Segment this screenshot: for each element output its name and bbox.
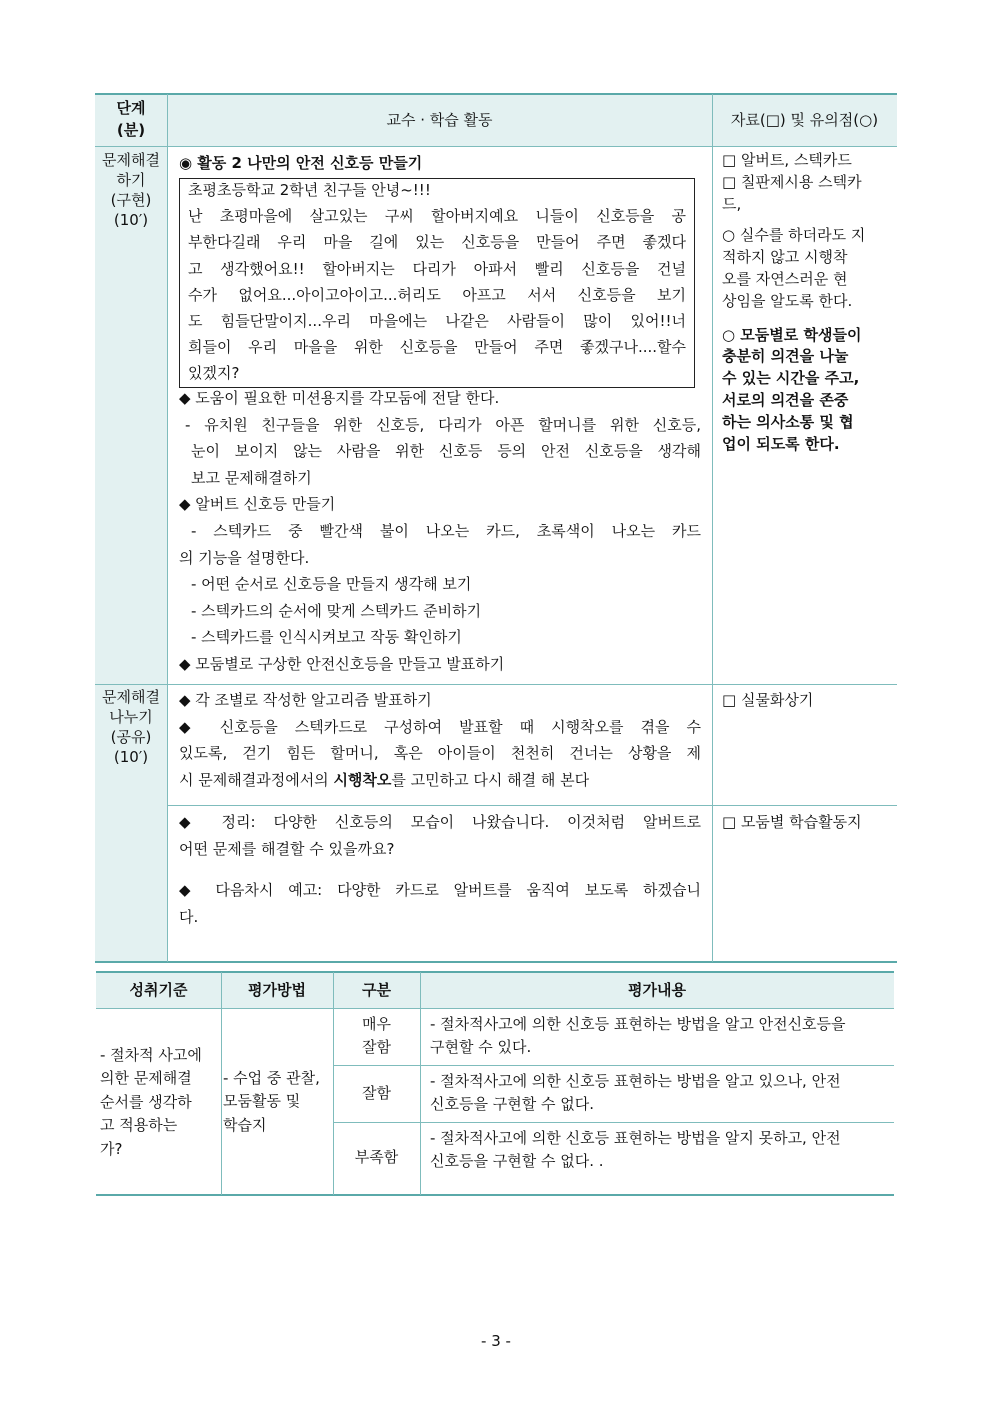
subrow-divider [167, 805, 897, 806]
preview-line: ◆ 다음차시 예고: 다양한 카드로 알버트를 움직여 보도록 하겠습니 [179, 881, 701, 899]
activity-line: ◆ 도움이 필요한 미션용지를 각모둠에 전달 한다. [179, 389, 500, 407]
stage-line: (공유) [110, 728, 152, 746]
eval-header-text: 평가방법 [248, 981, 306, 999]
method-line: 학습지 [223, 1115, 267, 1134]
stage-line: 하기 [116, 171, 146, 189]
letter-line: 있겠지? [188, 364, 240, 383]
criterion-line: 순서를 생각하 [100, 1092, 192, 1111]
eval-col-1 [221, 972, 222, 1195]
material-line [722, 215, 890, 225]
row2-stage [95, 687, 167, 767]
level-line: 부족함 [354, 1148, 399, 1166]
activity-line: - 어떤 순서로 신호등을 만들지 생각해 보기 [191, 575, 472, 594]
criterion-line: 가? [100, 1139, 123, 1158]
letter-line: 난 초평마을에 살고있는 구씨 할아버지예요 니들이 신호등을 공 [188, 207, 686, 226]
summary-line: 어떤 문제를 해결할 수 있을까요? [179, 840, 395, 858]
page-number: - 3 - [481, 1332, 511, 1350]
eval-criterion [100, 1044, 220, 1161]
eval-method [223, 1067, 333, 1137]
row1-stage [95, 150, 167, 230]
material-line: 하는 의사소통 및 협 [722, 412, 854, 431]
eval-bottom-border [96, 1194, 894, 1196]
activity-line: 있도록, 걷기 힘든 할머니, 혹은 아이들이 천천히 건너는 상황을 제 [179, 744, 701, 763]
criterion-line: 고 적용하는 [100, 1116, 178, 1135]
material-line: ○ 실수를 하더라도 지 [722, 226, 866, 245]
header-materials [712, 107, 897, 134]
eval-header-content [420, 977, 894, 1004]
activity-line: ◆ 알버트 신호등 만들기 [179, 495, 336, 514]
letter-line: 초평초등학교 2학년 친구들 안녕~!!! [188, 181, 431, 199]
eval-content-good [430, 1070, 890, 1116]
letter-line: 수가 없어요...아이고아이고...허리도 아프고 서서 신호등을 보기 [188, 285, 686, 304]
eval-header-text: 구분 [362, 981, 391, 999]
material-line: 수 있는 시간을 주고, [722, 369, 860, 388]
letter-line: 부한다길래 우리 마을 길에 있는 신호등을 만들어 주면 좋겠다 [188, 233, 686, 252]
row1-materials [722, 150, 890, 455]
stage-line: 나누기 [109, 708, 153, 726]
summary-block [179, 809, 701, 863]
content-line: - 절차적사고에 의한 신호등 표현하는 방법을 알고 있으나, 안전 [430, 1072, 841, 1090]
material-line: 업이 되도록 한다. [722, 434, 840, 453]
eval-header-text: 성취기준 [129, 981, 188, 999]
material-line: ○ 모둠별로 학생들이 [722, 325, 862, 344]
summary-line: ◆ 정리: 다양한 신호등의 모습이 나왔습니다. 이것처럼 알버트로 [179, 813, 701, 831]
content-line: 구현할 수 있다. [430, 1038, 532, 1056]
letter-line: 도 힘들단말이지...우리 마을에는 나같은 사람들이 많이 있어!!너 [188, 312, 686, 331]
stage-line: 문제해결 [102, 688, 160, 706]
summary-material [722, 809, 862, 835]
table-top-border [95, 93, 897, 95]
eval-header-text: 평가내용 [628, 981, 686, 999]
content-line: 신호등을 구현할 수 없다. . [430, 1152, 604, 1170]
stage-line: (10′) [113, 211, 149, 229]
eval-row-divider-1 [333, 1065, 894, 1066]
row2-material [722, 687, 813, 713]
level-line: 매우 [362, 1015, 391, 1033]
eval-header-criterion [96, 977, 221, 1004]
header-materials-text: 자료(□) 및 유의점(○) [730, 111, 879, 129]
activity-line: - 스텍카드 중 빨간색 불이 나오는 카드, 초록색이 나오는 카드 [191, 521, 701, 540]
material-line: □ 실물화상기 [722, 691, 814, 709]
activity-line: ◆ 신호등을 스텍카드로 구성하여 발표할 때 시행착오를 겪을 수 [179, 717, 701, 736]
criterion-line: 의한 문제해결 [100, 1069, 192, 1088]
activity-line: ◆ 각 조별로 작성한 알고리즘 발표하기 [179, 691, 432, 709]
emphasis-text: 시행착오 [333, 770, 392, 789]
activity-title [179, 150, 422, 177]
activity-line: - 스텍카드의 순서에 맞게 스텍카드 준비하기 [191, 601, 482, 620]
activity-line-part: 시 문제해결과정에서의 [179, 770, 334, 789]
level-line: 잘함 [362, 1038, 391, 1056]
activity-line: 의 기능을 설명한다. [179, 548, 310, 567]
material-line [722, 313, 890, 325]
eval-content-excellent [430, 1013, 890, 1059]
mission-letter-box [179, 178, 695, 388]
eval-level-good [333, 1080, 420, 1107]
header-stage-text: 단계 (분) [116, 99, 146, 139]
level-line: 잘함 [362, 1084, 391, 1102]
header-divider [95, 146, 897, 147]
header-stage [95, 97, 167, 141]
col-divider-2 [712, 94, 713, 962]
activity-line-part: 를 고민하고 다시 해결 해 본다 [391, 770, 590, 789]
eval-level-poor [333, 1144, 420, 1171]
header-activity-text: 교수 · 학습 활동 [386, 111, 493, 129]
material-line: 오를 자연스러운 현 [722, 269, 848, 288]
table-bottom-border [95, 961, 897, 963]
content-line: - 절차적사고에 의한 신호등 표현하는 방법을 알지 못하고, 안전 [430, 1129, 841, 1147]
letter-line: 고 생각했어요!! 할아버지는 다리가 아파서 빨리 신호등을 건널 [188, 259, 686, 278]
eval-header-method [221, 977, 333, 1004]
activity-line: 보고 문제해결하기 [191, 468, 312, 487]
stage-line: (10′) [113, 748, 149, 766]
activity-title-text: ◉ 활동 2 나만의 안전 신호등 만들기 [179, 154, 423, 172]
col-divider-1 [167, 94, 168, 962]
header-activity [167, 107, 712, 134]
activity-line [179, 767, 701, 794]
material-line: 상임을 알도록 한다. [722, 291, 853, 310]
letter-line: 희들이 우리 마을을 위한 신호등을 만들어 주면 좋겠구나....할수 [188, 338, 686, 357]
activity-line: - 유치원 친구들을 위한 신호등, 다리가 아픈 할머니를 위한 신호등, [185, 415, 701, 434]
eval-header-level [333, 977, 420, 1004]
row1-activity-body [179, 385, 701, 678]
material-line: 드, [722, 194, 742, 213]
eval-content-poor [430, 1127, 890, 1173]
eval-row-divider-2 [333, 1122, 894, 1123]
method-line: 모둠활동 및 [223, 1092, 301, 1111]
activity-line: - 스텍카드를 인식시켜보고 작동 확인하기 [191, 628, 462, 647]
content-line: 신호등을 구현할 수 없다. [430, 1095, 594, 1113]
criterion-line: - 절차적 사고에 [100, 1046, 202, 1064]
preview-line: 다. [179, 908, 199, 926]
eval-col-3 [420, 972, 421, 1195]
row-divider [95, 684, 897, 685]
content-line: - 절차적사고에 의한 신호등 표현하는 방법을 알고 안전신호등을 [430, 1015, 846, 1033]
material-line: 서로의 의견을 존중 [722, 390, 849, 409]
stage-column-bg [95, 146, 167, 962]
eval-level-excellent [333, 1013, 420, 1059]
preview-block [179, 877, 701, 931]
material-line: 적하지 않고 시행착 [722, 248, 848, 267]
eval-header-divider [96, 1008, 894, 1009]
activity-line: ◆ 모둠별로 구상한 안전신호등을 만들고 발표하기 [179, 654, 505, 673]
stage-line: (구현) [110, 191, 152, 209]
eval-top-border [96, 971, 894, 973]
activity-line: 눈이 보이지 않는 사람을 위한 신호등 등의 안전 신호등을 생각해 [191, 442, 701, 461]
method-line: - 수업 중 관찰, [223, 1069, 320, 1087]
material-line: □ 모둠별 학습활동지 [722, 813, 862, 831]
row2-activity-body [179, 687, 701, 793]
material-line: 충분히 의견을 나눌 [722, 347, 849, 366]
material-line: □ 알버트, 스텍카드 [722, 151, 852, 169]
material-line: □ 칠판제시용 스텍카 [722, 172, 862, 191]
stage-line: 문제해결 [102, 151, 160, 169]
